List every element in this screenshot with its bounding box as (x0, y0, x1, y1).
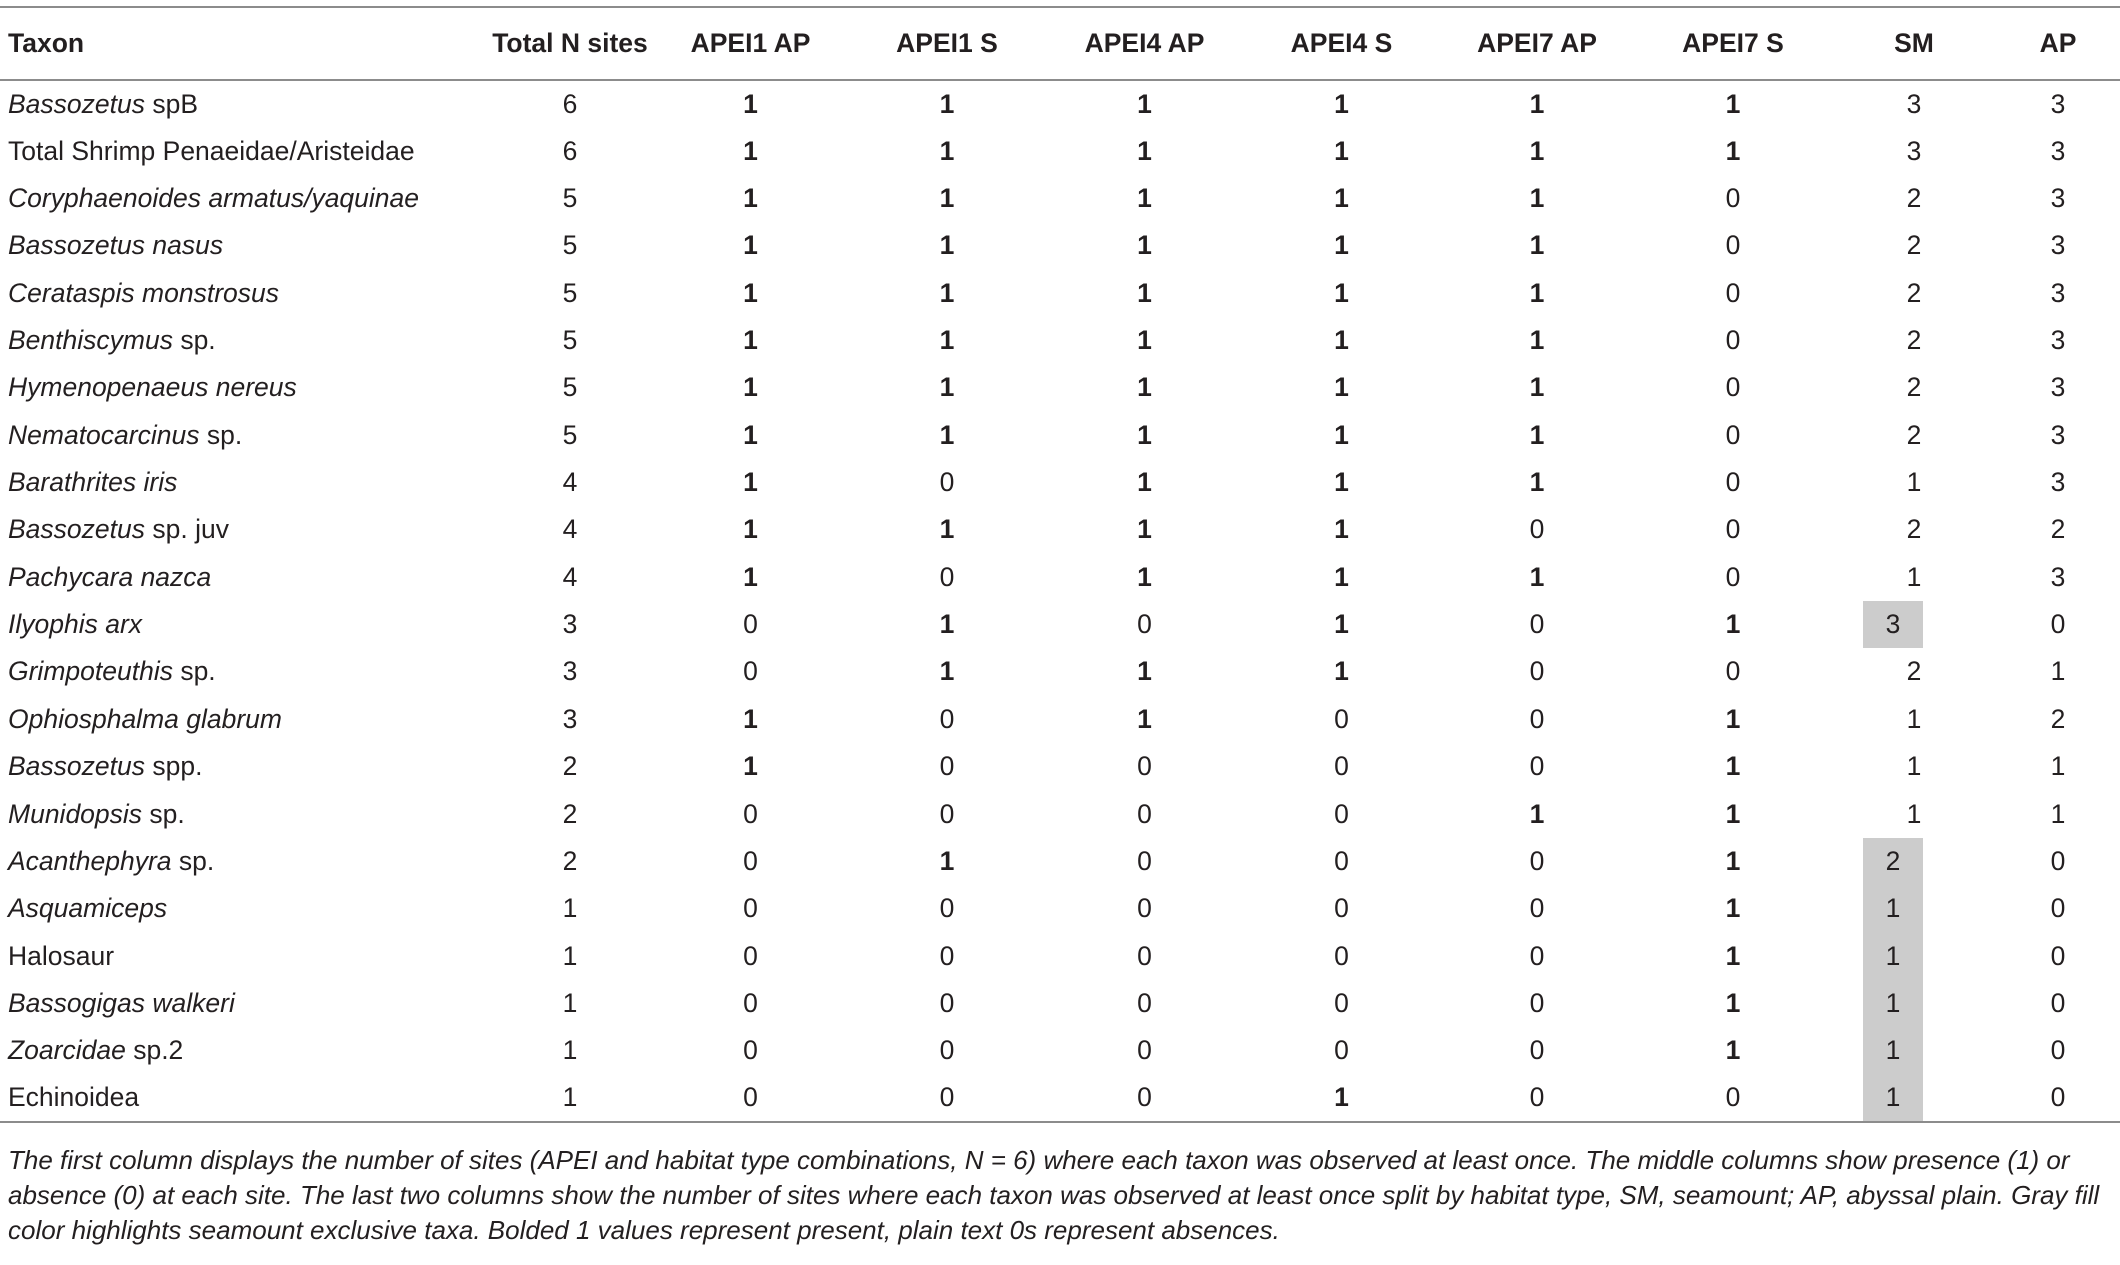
table-row (0, 980, 2120, 1027)
apei1-s-cell: 1 (939, 230, 955, 261)
taxon-name-part: sp. (172, 324, 216, 355)
apei4-s-cell: 1 (1334, 514, 1349, 545)
apei7-ap-cell: 0 (1529, 514, 1545, 545)
sm-cell: 1 (1906, 703, 1922, 734)
apei7-s-cell: 0 (1725, 514, 1741, 545)
apei1-ap-cell: 1 (743, 182, 758, 213)
apei1-ap-cell: 1 (743, 514, 758, 545)
ap-cell: 1 (2050, 656, 2066, 687)
table-row (0, 317, 2120, 364)
taxon-name-part: Coryphaenoides armatus/yaquinae (8, 182, 420, 213)
table-row (0, 80, 2120, 127)
header-apei4-ap: APEI4 AP (1046, 7, 1243, 80)
taxon-name-part: Bassozetus nasus (8, 230, 224, 261)
taxon-name-part: sp. (171, 845, 215, 876)
table-row (0, 648, 2120, 695)
apei7-ap-cell: 0 (1529, 656, 1545, 687)
table-body (0, 80, 2120, 1122)
total-n-sites-cell: 4 (562, 467, 578, 498)
total-n-sites-cell: 5 (562, 324, 578, 355)
apei4-s-cell: 0 (1334, 940, 1349, 971)
sm-cell: 1 (1832, 1027, 1996, 1074)
apei1-ap-cell: 0 (653, 1075, 848, 1122)
apei7-s-cell: 1 (1725, 988, 1741, 1018)
apei4-ap-cell: 1 (1137, 703, 1152, 734)
total-n-sites-cell: 1 (562, 893, 578, 924)
apei4-ap-cell: 0 (1137, 893, 1152, 924)
apei1-ap-cell: 1 (743, 419, 758, 450)
taxon-cell (0, 222, 487, 269)
apei4-s-cell: 1 (1334, 182, 1349, 213)
sm-cell: 1 (1906, 467, 1922, 498)
apei1-s-cell: 0 (939, 467, 955, 498)
table-row (0, 459, 2120, 506)
sm-cell: 2 (1906, 514, 1922, 545)
apei4-ap-cell: 1 (1137, 514, 1152, 545)
apei1-ap-cell: 0 (743, 798, 758, 829)
apei4-ap-cell: 1 (1137, 182, 1152, 213)
table-row (0, 127, 2120, 174)
apei4-s-cell: 0 (1334, 988, 1349, 1018)
apei1-ap-cell: 1 (743, 751, 758, 782)
header-row (0, 7, 2120, 80)
apei7-s-cell: 1 (1725, 88, 1741, 119)
sm-cell: 2 (1906, 182, 1922, 213)
taxon-cell (0, 364, 487, 411)
apei7-ap-cell: 0 (1529, 609, 1545, 640)
apei7-s-cell: 0 (1725, 324, 1741, 355)
sm-cell: 2 (1832, 838, 1996, 885)
table-row (0, 601, 2120, 648)
taxon-name-part: Bassozetus (8, 514, 145, 545)
table-row (0, 838, 2120, 885)
apei1-s-cell: 1 (939, 324, 955, 355)
apei7-s-cell: 0 (1725, 277, 1741, 308)
apei7-ap-cell: 0 (1529, 893, 1545, 924)
apei1-s-cell: 1 (939, 419, 955, 450)
apei7-s-cell: 0 (1725, 230, 1741, 261)
apei4-ap-cell: 0 (1137, 988, 1152, 1018)
taxon-name-part: spp. (145, 751, 203, 782)
apei7-s-cell: 1 (1725, 798, 1741, 829)
apei4-s-cell: 0 (1334, 845, 1349, 876)
sm-cell: 1 (1832, 980, 1996, 1027)
apei4-ap-cell: 0 (1137, 609, 1152, 640)
apei1-s-cell: 1 (939, 135, 955, 166)
apei1-ap-cell: 0 (743, 988, 758, 1018)
taxon-name-part: Bassogigas walkeri (8, 988, 235, 1018)
total-n-sites-cell: 3 (562, 703, 578, 734)
apei1-ap-cell: 1 (743, 135, 758, 166)
taxon-name-part: Acanthephyra (8, 845, 172, 876)
apei1-ap-cell: 0 (743, 656, 758, 687)
apei1-ap-cell: 1 (743, 372, 758, 403)
apei4-ap-cell: 0 (1046, 1075, 1243, 1122)
taxon-name-part: Total Shrimp Penaeidae/Aristeidae (8, 135, 415, 166)
table-row (0, 932, 2120, 979)
ap-cell: 3 (2050, 135, 2066, 166)
apei1-s-cell: 1 (939, 514, 955, 545)
total-n-sites-cell: 1 (562, 1035, 578, 1066)
apei1-s-cell: 0 (939, 561, 955, 592)
apei4-ap-cell: 1 (1137, 88, 1152, 119)
apei4-s-cell: 1 (1334, 324, 1349, 355)
apei1-s-cell: 0 (939, 751, 955, 782)
taxon-cell (0, 838, 487, 885)
total-n-sites-cell: 4 (562, 561, 578, 592)
apei1-ap-cell: 1 (743, 324, 758, 355)
apei1-ap-cell: 1 (743, 703, 758, 734)
apei4-s-cell: 0 (1334, 798, 1349, 829)
taxon-name-part: Benthiscymus (8, 324, 173, 355)
ap-cell: 0 (2050, 609, 2066, 640)
taxon-cell (0, 175, 487, 222)
total-n-sites-cell: 5 (562, 182, 578, 213)
sm-cell: 2 (1906, 324, 1922, 355)
total-n-sites-cell: 5 (562, 372, 578, 403)
taxon-cell (0, 269, 487, 316)
sm-cell: 2 (1906, 419, 1922, 450)
ap-cell: 0 (2050, 1035, 2066, 1066)
apei4-ap-cell: 1 (1137, 135, 1152, 166)
ap-cell: 3 (2050, 230, 2066, 261)
apei1-ap-cell: 1 (743, 230, 758, 261)
table-row (0, 790, 2120, 837)
apei1-s-cell: 0 (939, 703, 955, 734)
apei7-ap-cell: 1 (1529, 230, 1545, 261)
taxon-name-part: Halosaur (8, 940, 115, 971)
sm-cell: 2 (1906, 230, 1922, 261)
total-n-sites-cell: 6 (562, 88, 578, 119)
taxon-name-part: Munidopsis (8, 798, 143, 829)
table-row (0, 885, 2120, 932)
taxon-name-part: Barathrites iris (8, 467, 178, 498)
apei4-ap-cell: 1 (1137, 561, 1152, 592)
header-sm: SM (1832, 7, 1996, 80)
ap-cell: 0 (2050, 988, 2066, 1018)
header-apei1-s: APEI1 S (848, 7, 1046, 80)
apei1-s-cell: 1 (939, 372, 955, 403)
apei1-s-cell: 0 (939, 988, 955, 1018)
apei4-ap-cell: 0 (1137, 798, 1152, 829)
apei4-ap-cell: 0 (1137, 845, 1152, 876)
apei7-s-cell: 1 (1725, 609, 1741, 640)
apei1-s-cell: 1 (939, 277, 955, 308)
ap-cell: 3 (2050, 467, 2066, 498)
ap-cell: 3 (2050, 277, 2066, 308)
taxon-name-part: spB (145, 88, 199, 119)
apei4-s-cell: 1 (1334, 277, 1349, 308)
apei7-s-cell: 1 (1725, 1035, 1741, 1066)
taxon-name-part: sp. (199, 419, 243, 450)
apei4-ap-cell: 1 (1137, 230, 1152, 261)
apei4-s-cell: 1 (1334, 135, 1349, 166)
apei4-ap-cell: 1 (1137, 419, 1152, 450)
taxon-name-part: Cerataspis monstrosus (8, 277, 279, 308)
sm-cell: 1 (1832, 885, 1996, 932)
apei4-s-cell: 1 (1243, 1075, 1440, 1122)
apei7-ap-cell: 1 (1529, 798, 1545, 829)
table-row (0, 412, 2120, 459)
taxon-cell (0, 317, 487, 364)
apei7-s-cell: 1 (1725, 703, 1741, 734)
apei1-ap-cell: 0 (743, 1035, 758, 1066)
total-n-sites-cell: 5 (562, 277, 578, 308)
apei4-s-cell: 1 (1334, 230, 1349, 261)
apei7-ap-cell: 0 (1529, 845, 1545, 876)
taxon-name-part: Ophiosphalma glabrum (8, 703, 282, 734)
ap-cell: 2 (2050, 514, 2066, 545)
apei7-s-cell: 1 (1725, 845, 1741, 876)
apei1-s-cell: 0 (848, 1075, 1046, 1122)
total-n-sites-cell: 2 (562, 751, 578, 782)
apei7-s-cell: 0 (1725, 656, 1741, 687)
taxon-name-part: sp. (172, 656, 216, 687)
taxon-cell (0, 1075, 487, 1122)
apei7-ap-cell: 0 (1529, 940, 1545, 971)
sm-cell: 1 (1906, 798, 1922, 829)
apei7-s-cell: 1 (1725, 751, 1741, 782)
taxon-cell (0, 554, 487, 601)
table-row (0, 696, 2120, 743)
sm-cell: 1 (1832, 1075, 1996, 1122)
total-n-sites-cell: 3 (562, 656, 578, 687)
taxon-name-part: Echinoidea (8, 1082, 140, 1113)
ap-cell: 1 (2050, 798, 2066, 829)
taxon-name-part: Nematocarcinus (8, 419, 200, 450)
total-n-sites-cell: 1 (562, 988, 578, 1018)
header-apei7-ap: APEI7 AP (1440, 7, 1634, 80)
table-caption: The first column displays the number of sites (APEI and habitat type combinations, N = 6) where each taxon was observed at least once. The middle columns show presence (1) or absence (0) at each site. The last two columns show the number of sites where each taxon was observed at least once split by habitat type, SM, seamount; AP, abyssal plain. Gray fill color highlights seamount exclusive taxa. Bolded 1 values represent present, plain text 0s represent absences. (8, 1145, 2100, 1245)
taxon-cell (0, 80, 487, 127)
table-row (0, 1075, 2120, 1122)
apei4-s-cell: 1 (1334, 656, 1349, 687)
apei7-s-cell: 0 (1725, 561, 1741, 592)
ap-cell: 0 (1996, 1075, 2120, 1122)
total-n-sites-cell: 5 (562, 230, 578, 261)
table-row (0, 743, 2120, 790)
apei7-ap-cell: 1 (1529, 182, 1545, 213)
ap-cell: 3 (2050, 88, 2066, 119)
apei4-ap-cell: 0 (1137, 751, 1152, 782)
apei4-s-cell: 1 (1334, 561, 1349, 592)
ap-cell: 3 (2050, 182, 2066, 213)
total-n-sites-cell: 2 (562, 845, 578, 876)
apei4-ap-cell: 1 (1137, 277, 1152, 308)
apei7-ap-cell: 0 (1529, 1035, 1545, 1066)
total-n-sites-cell: 6 (562, 135, 578, 166)
apei7-ap-cell: 1 (1529, 88, 1545, 119)
taxon-cell (0, 932, 487, 979)
table-row (0, 1027, 2120, 1074)
apei1-s-cell: 0 (939, 893, 955, 924)
apei1-ap-cell: 1 (743, 561, 758, 592)
table-row (0, 554, 2120, 601)
taxon-name-part: Ilyophis arx (8, 609, 143, 640)
ap-cell: 3 (2050, 372, 2066, 403)
apei1-ap-cell: 1 (743, 277, 758, 308)
sm-cell: 2 (1906, 656, 1922, 687)
apei7-ap-cell: 1 (1529, 372, 1545, 403)
apei7-s-cell: 1 (1725, 940, 1741, 971)
apei4-ap-cell: 0 (1137, 940, 1152, 971)
sm-cell: 3 (1906, 88, 1922, 119)
ap-cell: 3 (2050, 419, 2066, 450)
apei4-s-cell: 1 (1334, 88, 1349, 119)
apei7-ap-cell: 1 (1529, 135, 1545, 166)
sm-cell: 2 (1906, 372, 1922, 403)
taxon-cell (0, 980, 487, 1027)
total-n-sites-cell: 1 (562, 940, 578, 971)
taxon-name-part: sp. juv (145, 514, 229, 545)
taxon-name-part: Pachycara nazca (8, 561, 212, 592)
apei7-s-cell: 0 (1725, 467, 1741, 498)
ap-cell: 0 (2050, 845, 2066, 876)
header-ap: AP (1996, 7, 2120, 80)
taxon-name-part: sp. (142, 798, 185, 829)
taxon-cell (0, 696, 487, 743)
apei7-s-cell: 0 (1725, 372, 1741, 403)
taxon-name-part: Zoarcidae (8, 1035, 126, 1066)
taxon-cell (0, 412, 487, 459)
sm-cell: 1 (1832, 932, 1996, 979)
apei1-ap-cell: 1 (743, 88, 758, 119)
apei1-ap-cell: 0 (743, 609, 758, 640)
taxon-cell (0, 648, 487, 695)
taxon-name-part: Grimpoteuthis (8, 656, 173, 687)
apei7-ap-cell: 1 (1529, 419, 1545, 450)
table-row (0, 222, 2120, 269)
apei4-ap-cell: 1 (1137, 467, 1152, 498)
apei1-s-cell: 0 (939, 798, 955, 829)
apei4-s-cell: 1 (1334, 419, 1349, 450)
taxon-name-part: sp.2 (125, 1035, 184, 1066)
apei1-s-cell: 0 (939, 1035, 955, 1066)
ap-cell: 1 (2050, 751, 2066, 782)
total-n-sites-cell: 3 (562, 609, 578, 640)
apei7-s-cell: 1 (1725, 135, 1741, 166)
header-total-n-sites: Total N sites (487, 7, 653, 80)
taxon-name-part: Bassozetus (8, 88, 145, 119)
taxon-cell (0, 885, 487, 932)
taxon-cell (0, 1027, 487, 1074)
header-apei1-ap: APEI1 AP (653, 7, 848, 80)
apei4-s-cell: 1 (1334, 609, 1349, 640)
header-apei4-s: APEI4 S (1243, 7, 1440, 80)
apei1-s-cell: 1 (939, 88, 955, 119)
apei7-ap-cell: 1 (1529, 467, 1545, 498)
total-n-sites-cell: 4 (562, 514, 578, 545)
apei7-ap-cell: 0 (1529, 751, 1545, 782)
apei7-ap-cell: 0 (1529, 703, 1545, 734)
taxon-cell (0, 601, 487, 648)
apei1-ap-cell: 0 (743, 940, 758, 971)
taxon-name-part: Asquamiceps (8, 893, 168, 924)
total-n-sites-cell: 5 (562, 419, 578, 450)
sm-cell: 2 (1906, 277, 1922, 308)
table-row (0, 364, 2120, 411)
taxon-cell (0, 506, 487, 553)
apei4-s-cell: 1 (1334, 372, 1349, 403)
apei7-ap-cell: 0 (1440, 1075, 1634, 1122)
apei4-ap-cell: 1 (1137, 324, 1152, 355)
apei4-s-cell: 0 (1334, 893, 1349, 924)
taxa-presence-table (0, 6, 2120, 1123)
sm-cell: 3 (1906, 135, 1922, 166)
apei4-s-cell: 0 (1334, 1035, 1349, 1066)
table-row (0, 506, 2120, 553)
taxon-cell (0, 459, 487, 506)
ap-cell: 0 (2050, 893, 2066, 924)
ap-cell: 3 (2050, 324, 2066, 355)
apei1-s-cell: 1 (939, 845, 955, 876)
taxon-name-part: Hymenopenaeus nereus (8, 372, 297, 403)
apei4-ap-cell: 0 (1137, 1035, 1152, 1066)
apei1-ap-cell: 0 (743, 893, 758, 924)
header-apei7-s: APEI7 S (1634, 7, 1832, 80)
apei1-ap-cell: 1 (743, 467, 758, 498)
apei7-s-cell: 0 (1634, 1075, 1832, 1122)
ap-cell: 3 (2050, 561, 2066, 592)
apei4-ap-cell: 1 (1137, 656, 1152, 687)
apei4-s-cell: 0 (1334, 703, 1349, 734)
taxon-cell (0, 743, 487, 790)
apei4-s-cell: 1 (1334, 467, 1349, 498)
taxon-cell (0, 127, 487, 174)
apei4-ap-cell: 1 (1137, 372, 1152, 403)
apei4-s-cell: 0 (1334, 751, 1349, 782)
table-row (0, 269, 2120, 316)
taxon-name-part: Bassozetus (8, 751, 145, 782)
apei7-s-cell: 1 (1725, 893, 1741, 924)
sm-cell: 1 (1906, 561, 1922, 592)
total-n-sites-cell: 2 (562, 798, 578, 829)
apei1-s-cell: 1 (939, 182, 955, 213)
apei1-s-cell: 0 (939, 940, 955, 971)
apei7-ap-cell: 1 (1529, 277, 1545, 308)
table-row (0, 175, 2120, 222)
sm-cell: 3 (1832, 601, 1996, 648)
total-n-sites-cell: 1 (487, 1075, 653, 1122)
apei1-ap-cell: 0 (743, 845, 758, 876)
apei1-s-cell: 1 (939, 656, 955, 687)
sm-cell: 1 (1906, 751, 1922, 782)
apei7-ap-cell: 1 (1529, 561, 1545, 592)
ap-cell: 0 (2050, 940, 2066, 971)
taxon-cell (0, 790, 487, 837)
apei7-s-cell: 0 (1725, 419, 1741, 450)
header-taxon: Taxon (0, 7, 487, 80)
apei7-ap-cell: 0 (1529, 988, 1545, 1018)
apei7-s-cell: 0 (1725, 182, 1741, 213)
ap-cell: 2 (2050, 703, 2066, 734)
apei7-ap-cell: 1 (1529, 324, 1545, 355)
apei1-s-cell: 1 (939, 609, 955, 640)
